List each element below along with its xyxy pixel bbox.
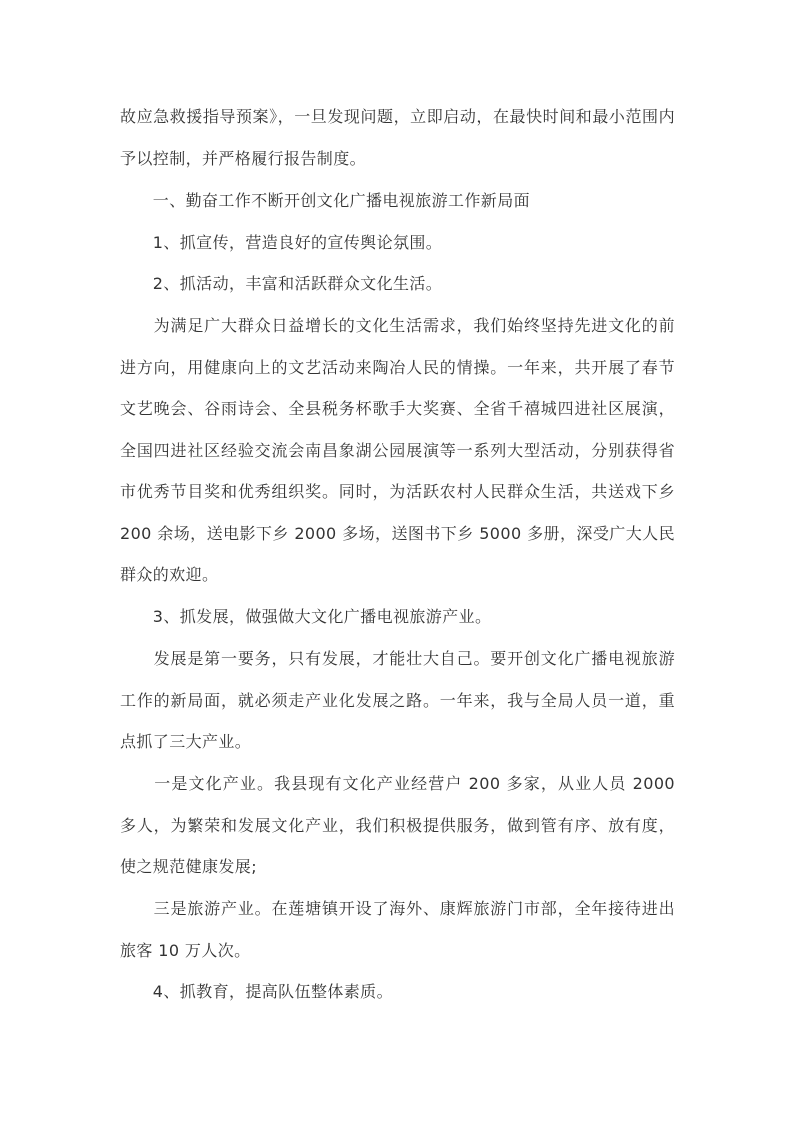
paragraph-2: 一、勤奋工作不断开创文化广播电视旅游工作新局面 bbox=[120, 191, 531, 210]
paragraph-10: 4、抓教育，提高队伍整体素质。 bbox=[120, 982, 393, 1001]
paragraph-1: 故应急救援指导预案》，一旦发现问题，立即启动，在最快时间和最小范围内予以控制，并严格履行报告制度。 bbox=[120, 107, 675, 168]
paragraph-7: 发展是第一要务，只有发展，才能壮大自己。要开创文化广播电视旅游工作的新局面，就必须走产业化发展之路。一年来，我与全局人员一道，重点抓了三大产业。 bbox=[120, 649, 675, 751]
paragraph-9: 三是旅游产业。在莲塘镇开设了海外、康辉旅游门市部，全年接待进出旅客 10 万人次。 bbox=[120, 899, 675, 960]
paragraph-3: 1、抓宣传，营造良好的宣传舆论氛围。 bbox=[120, 233, 443, 252]
paragraph-8: 一是文化产业。我县现有文化产业经营户 200 多家，从业人员 2000 多人，为繁荣和发展文化产业，我们积极提供服务，做到管有序、放有度，使之规范健康发展; bbox=[120, 774, 681, 876]
paragraph-4: 2、抓活动，丰富和活跃群众文化生活。 bbox=[120, 274, 443, 293]
paragraph-5: 为满足广大群众日益增长的文化生活需求，我们始终坚持先进文化的前进方向，用健康向上的文艺活动来陶冶人民的情操。一年来，共开展了春节文艺晚会、谷雨诗会、全县税务杯歌手大奖赛、全省千禧城四进社区展演，全国四进社区经验交流会南昌象湖公园展演等一系列大型活动，分别获得省市优秀节目奖和优秀组织奖。同时，为活跃农村人民群众生活，共送戏下乡 200 余场，送电影下乡 2000 多场，送图书下乡 5000 多册，深受广大人民群众的欢迎。 bbox=[120, 316, 681, 584]
paragraph-6: 3、抓发展，做强做大文化广播电视旅游产业。 bbox=[120, 607, 492, 626]
